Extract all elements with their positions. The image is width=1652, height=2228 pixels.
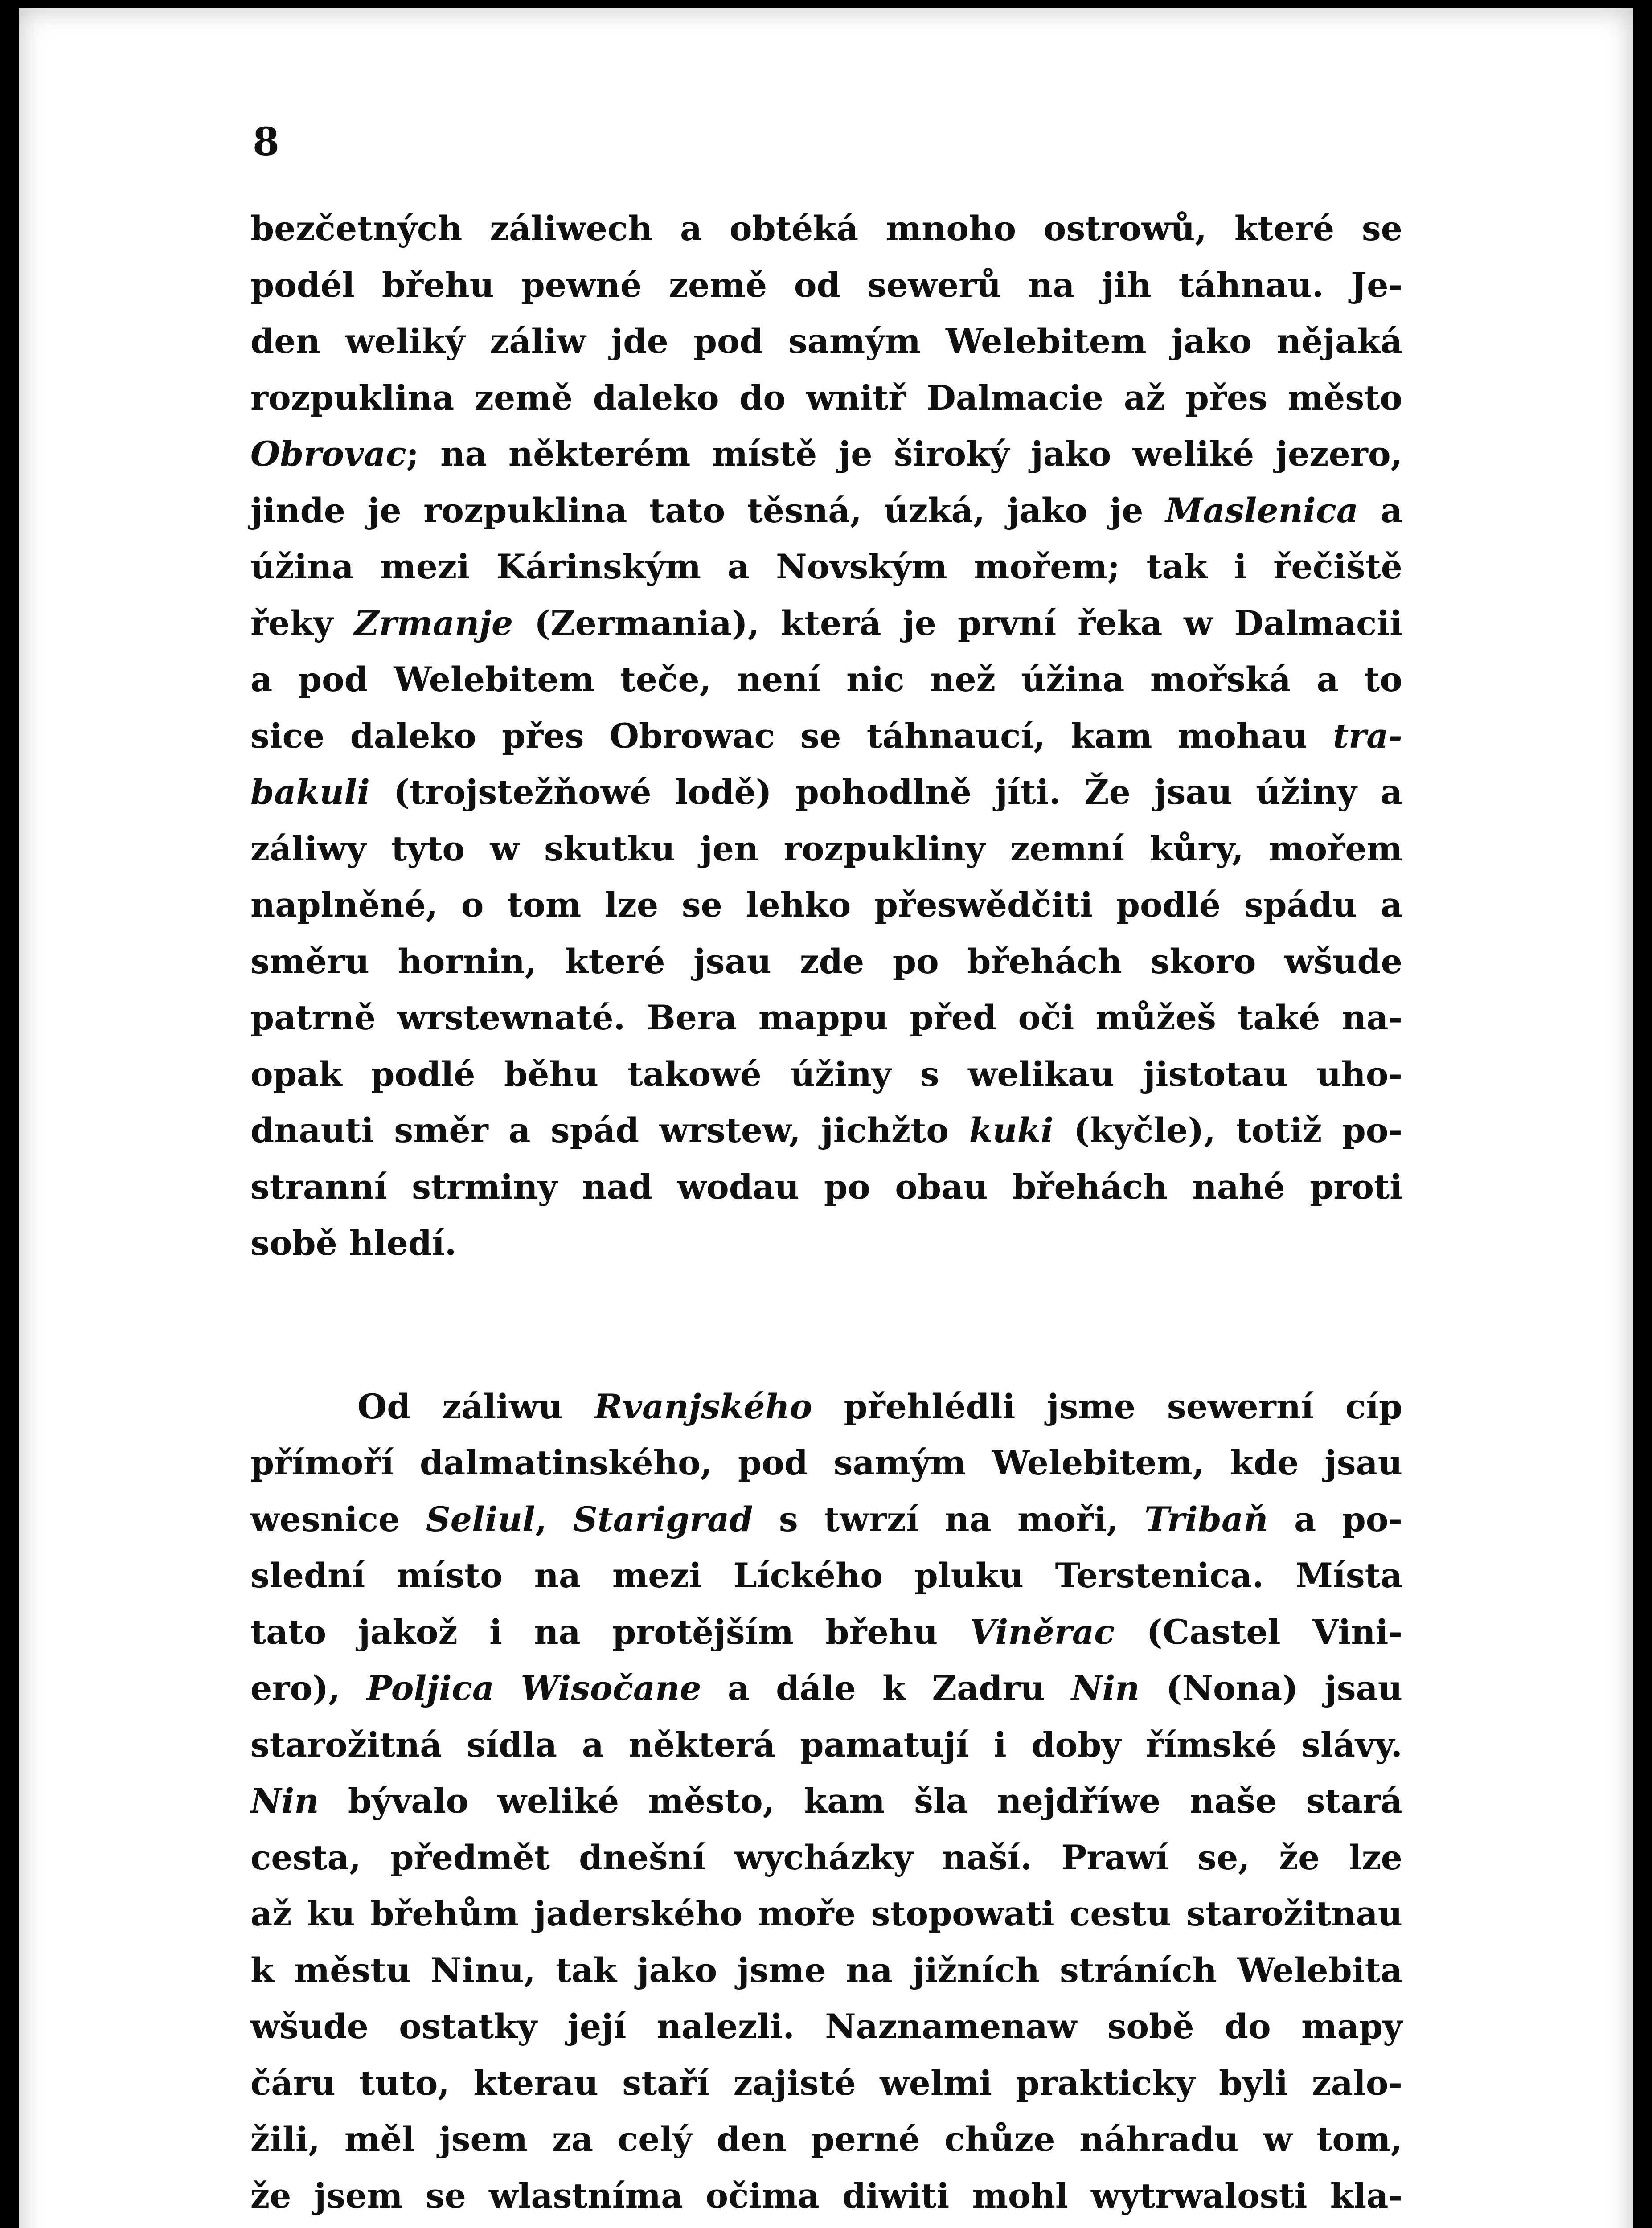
text-line <box>250 1660 1402 1717</box>
text-segment: přímoří dalmatinského, pod samým Welebitem, kde jsau <box>250 1443 1402 1483</box>
text-segment: dnauti směr a spád wrstew, jichžto <box>250 1110 969 1150</box>
text-segment: wšude ostatky její nalezli. Naznamenaw sobě do mapy <box>250 2007 1402 2046</box>
text-segment: (Castel Vini- <box>1115 1612 1402 1652</box>
italic-term: Maslenica <box>1165 490 1359 530</box>
text-segment: sice daleko přes Obrowac se táhnaucí, kam mohau <box>250 716 1333 756</box>
text-line <box>250 201 1402 257</box>
text-segment: slední místo na mezi Líckého pluku Terstenica. Místa <box>250 1556 1402 1595</box>
text-segment: s twrzí na moři, <box>753 1499 1144 1539</box>
text-segment: a dále k Zadru <box>701 1668 1071 1708</box>
italic-term: Nin <box>1071 1668 1140 1708</box>
text-segment: přehlédli jsme sewerní cíp <box>812 1386 1402 1426</box>
text-line <box>250 2111 1402 2168</box>
text-segment: a <box>1358 490 1402 530</box>
text-segment: bezčetných záliwech a obtéká mnoho ostrowů, které se <box>250 209 1402 248</box>
text-segment: až ku břehům jaderského moře stopowati cestu starožitnau <box>250 1894 1402 1933</box>
book-page <box>19 8 1633 2228</box>
text-line <box>250 1159 1402 1216</box>
italic-term: Zrmanje <box>354 603 513 643</box>
text-line <box>250 483 1402 539</box>
text-line <box>250 1046 1402 1103</box>
text-segment: řeky <box>250 603 354 643</box>
text-segment: den weliký záliw jde pod samým Welebitem jako nějaká <box>250 321 1402 361</box>
text-segment: wesnice <box>250 1499 426 1539</box>
text-line <box>250 1604 1402 1661</box>
italic-term: Viněrac <box>969 1612 1115 1652</box>
text-line <box>250 1999 1402 2055</box>
text-line <box>250 1548 1402 1604</box>
text-line <box>250 257 1402 314</box>
text-line <box>250 539 1402 595</box>
text-segment: čáru tuto, kterau staří zajisté welmi prakticky byli zalo- <box>250 2063 1402 2103</box>
text-segment: a pod Welebitem teče, není nic než úžina mořská a to <box>250 659 1402 699</box>
text-segment: (Nona) jsau <box>1140 1668 1402 1708</box>
text-line <box>250 1773 1402 1830</box>
text-segment: cesta, předmět dnešní wycházky naší. Prawí se, že lze <box>250 1837 1402 1877</box>
page-number: 8 <box>253 119 279 164</box>
text-segment: opak podlé běhu takowé úžiny s welikau jistotau uho- <box>250 1054 1402 1094</box>
text-line <box>250 595 1402 652</box>
text-line <box>250 651 1402 708</box>
text-line <box>250 1379 1402 1435</box>
text-line <box>250 1102 1402 1159</box>
text-line <box>250 313 1402 370</box>
italic-term: kuki <box>969 1110 1054 1150</box>
text-segment: směru hornin, které jsau zde po břehách skoro wšude <box>250 941 1402 981</box>
text-segment: tato jakož i na protějším břehu <box>250 1612 970 1652</box>
text-line <box>250 1886 1402 1942</box>
italic-term: Seliul <box>426 1499 535 1539</box>
text-line <box>250 934 1402 990</box>
text-segment: úžina mezi Kárinským a Novským mořem; tak i řečiště <box>250 547 1402 586</box>
text-line <box>250 1717 1402 1773</box>
body-text <box>250 201 1402 2228</box>
text-line <box>250 1830 1402 1886</box>
text-segment: starožitná sídla a některá pamatují i doby římské slávy. <box>250 1724 1402 1765</box>
italic-term: Poljica Wisočane <box>366 1668 701 1708</box>
text-line <box>250 1942 1402 1999</box>
text-line <box>250 2224 1402 2228</box>
text-line <box>250 370 1402 426</box>
text-line <box>250 764 1402 821</box>
italic-term: Obrovac <box>250 434 406 474</box>
text-segment: že jsem se wlastníma očima diwiti mohl wytrwalosti kla- <box>250 2175 1402 2216</box>
text-segment: podél břehu pewné země od sewerů na jih táhnau. Je- <box>250 265 1402 305</box>
text-segment: naplněné, o tom lze se lehko přeswědčiti podlé spádu a <box>250 885 1402 925</box>
text-line <box>250 1215 1402 1272</box>
text-segment: stranní strminy nad wodau po obau břehách nahé proti <box>250 1167 1402 1207</box>
text-segment: (Zermania), která je první řeka w Dalmacii <box>513 603 1403 643</box>
text-segment: ; na některém místě je široký jako weliké jezero, <box>406 434 1402 474</box>
paragraph-gap <box>250 1272 1402 1379</box>
text-line <box>250 2168 1402 2224</box>
text-segment: rozpuklina země daleko do wnitř Dalmacie až přes město <box>250 377 1402 418</box>
text-line <box>250 708 1402 765</box>
text-line <box>250 877 1402 934</box>
italic-term: Nin <box>250 1781 319 1821</box>
text-segment: , <box>535 1499 573 1539</box>
text-segment: sobě hledí. <box>250 1223 457 1263</box>
text-line <box>250 426 1402 483</box>
text-line <box>250 1435 1402 1491</box>
italic-term: tra- <box>1333 716 1402 756</box>
text-line <box>250 821 1402 877</box>
text-segment: záliwy tyto w skutku jen rozpukliny zemní kůry, mořem <box>250 828 1402 868</box>
text-segment: (kyčle), totiž po- <box>1053 1110 1402 1150</box>
italic-term: Starigrad <box>573 1499 753 1539</box>
text-line <box>250 990 1402 1046</box>
italic-term: Tribaň <box>1144 1499 1268 1539</box>
text-segment: patrně wrstewnaté. Bera mappu před oči můžeš také na- <box>250 998 1402 1037</box>
italic-term: bakuli <box>250 772 370 812</box>
text-line <box>250 2055 1402 2112</box>
text-segment: (trojstežňowé lodě) pohodlně jíti. Že jsau úžiny a <box>370 772 1402 812</box>
text-segment: žili, měl jsem za celý den perné chůze náhradu w tom, <box>250 2119 1402 2159</box>
italic-term: Rvanjského <box>594 1386 812 1426</box>
text-line <box>250 1491 1402 1548</box>
text-segment: bývalo weliké město, kam šla nejdříwe naše stará <box>319 1781 1402 1821</box>
text-segment: a po- <box>1268 1499 1402 1539</box>
text-segment: Od záliwu <box>357 1386 594 1426</box>
text-segment: jinde je rozpuklina tato těsná, úzká, jako je <box>250 490 1166 530</box>
text-segment: k městu Ninu, tak jako jsme na jižních stráních Welebita <box>250 1950 1402 1990</box>
text-segment: ero), <box>250 1668 367 1708</box>
